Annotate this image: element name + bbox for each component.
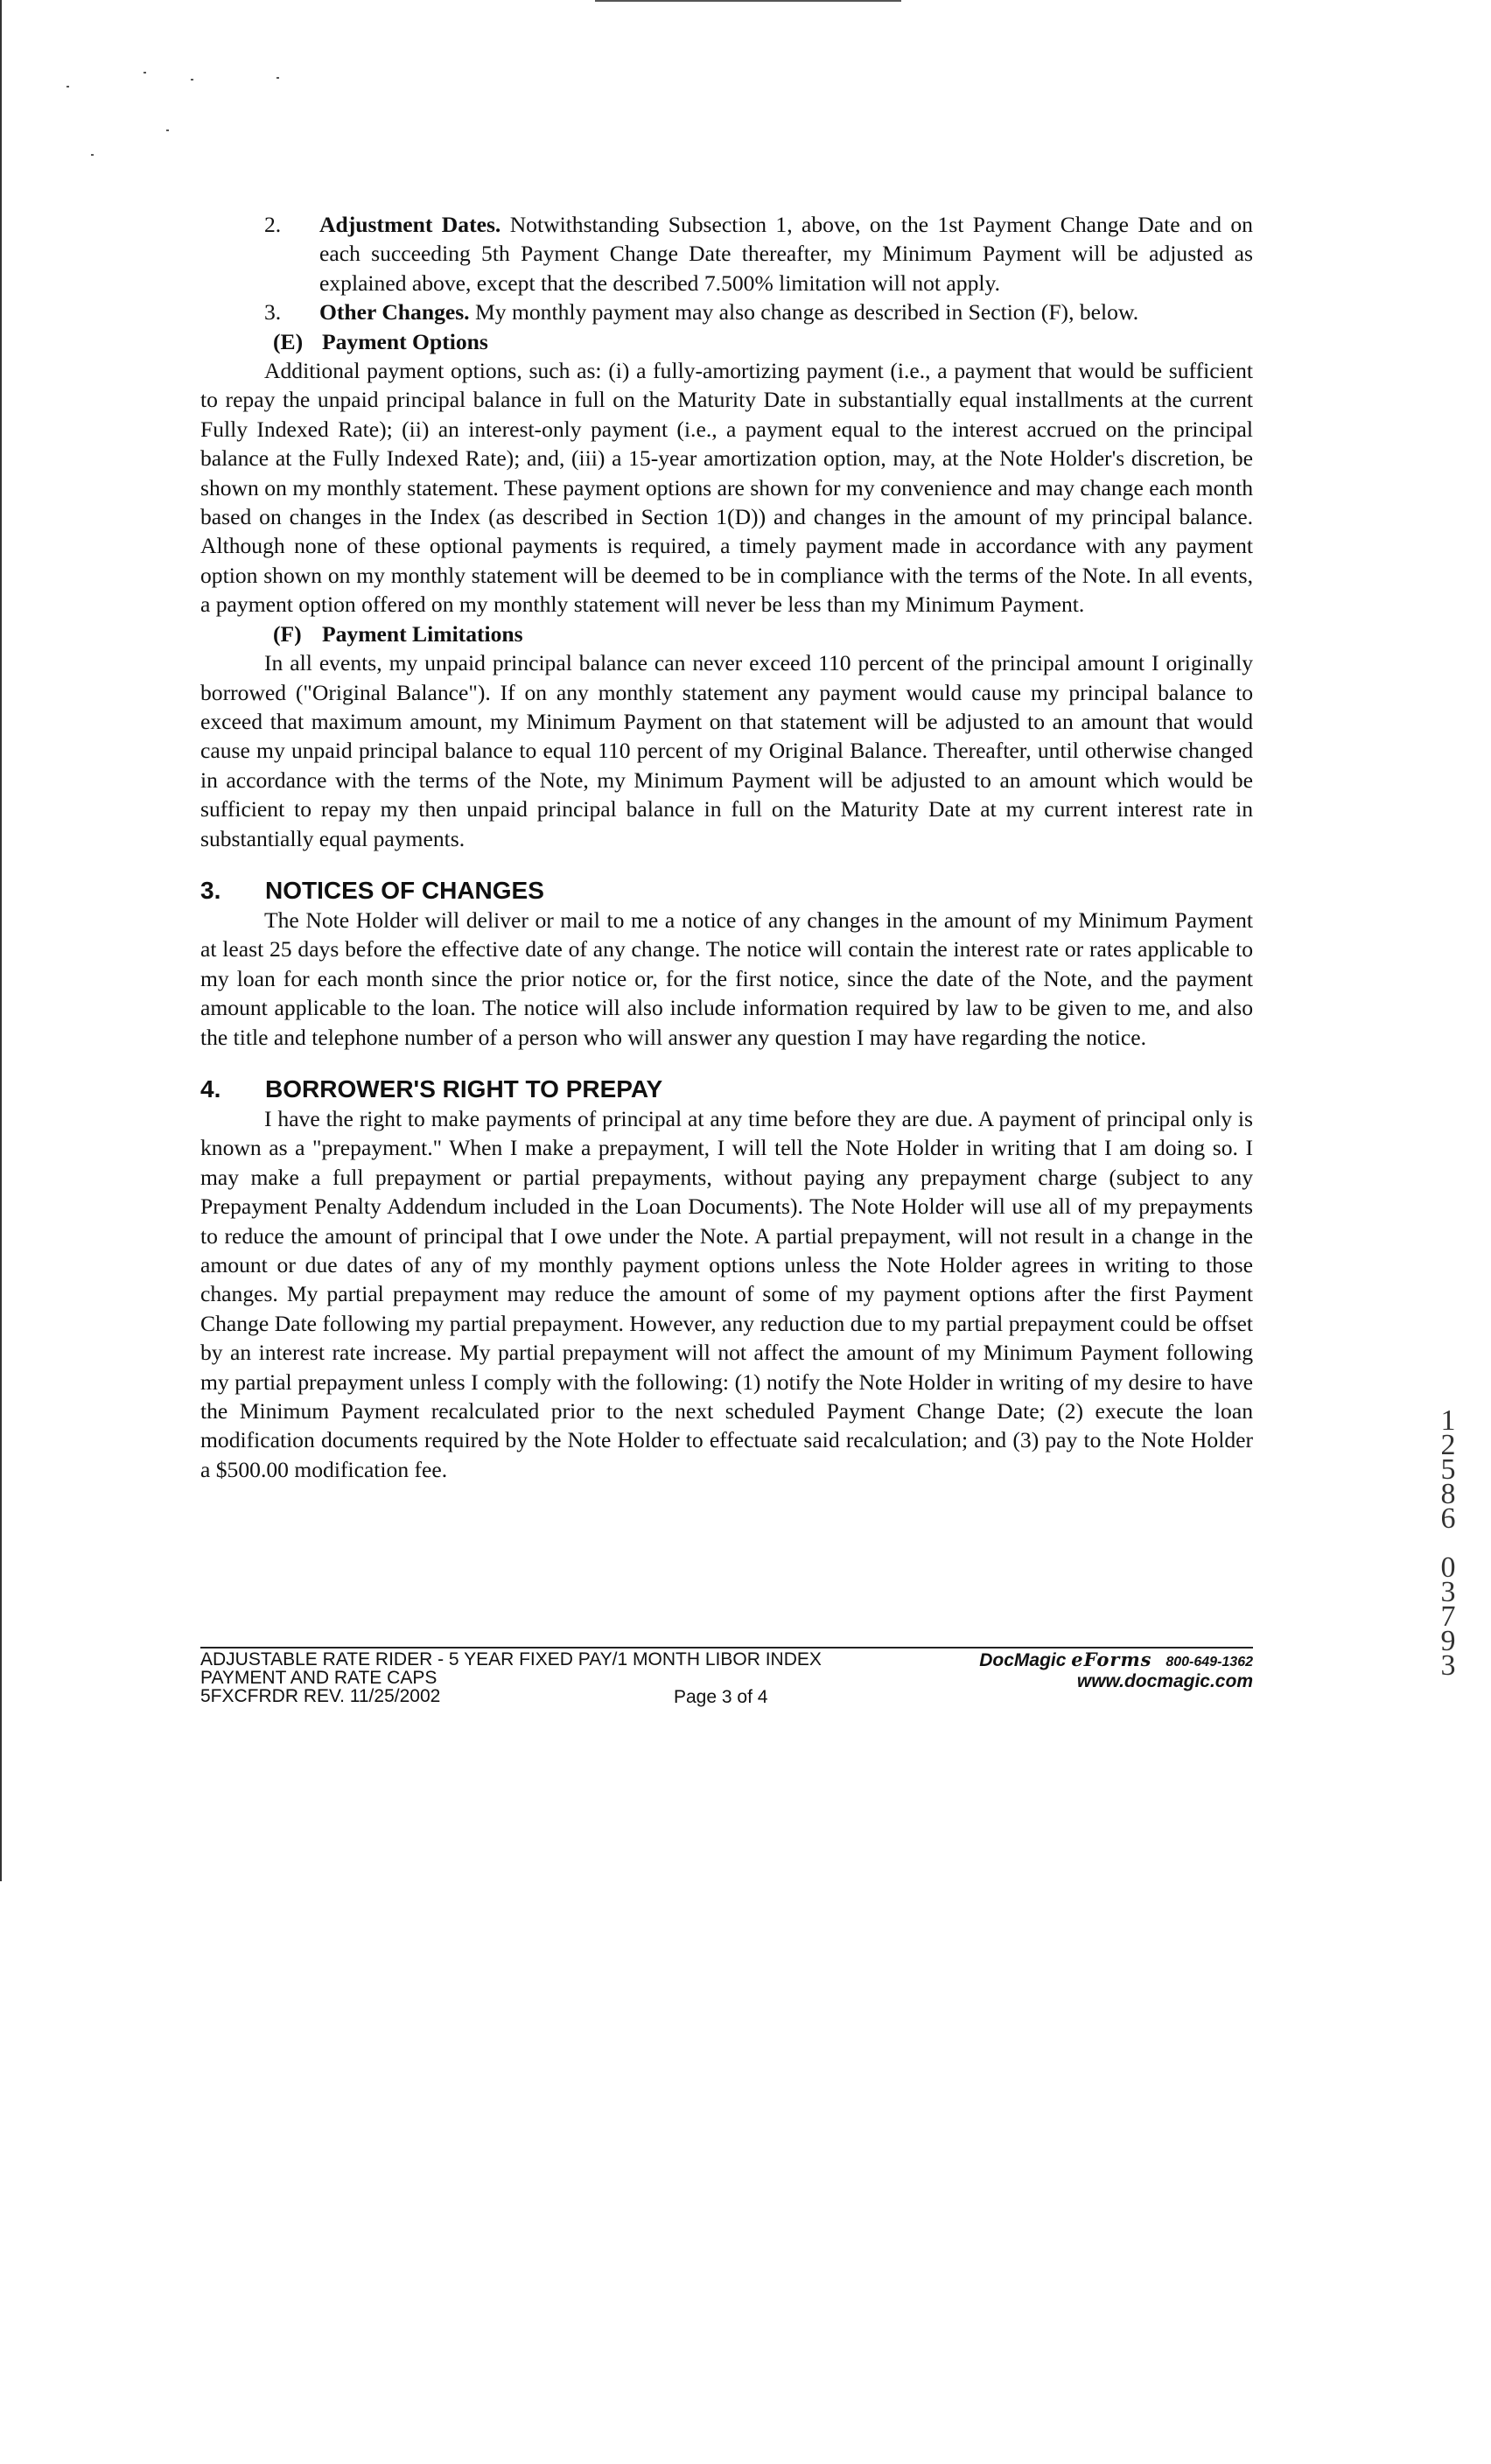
stamp-digit: 5 xyxy=(1440,1453,1456,1486)
page-number: Page 3 of 4 xyxy=(674,1687,768,1707)
section-letter: (E) xyxy=(273,328,304,354)
subsection-title: Adjustment Dates. xyxy=(319,212,501,237)
subsection-number: 2. xyxy=(264,212,282,237)
section-number: 4. xyxy=(200,1074,221,1102)
section-4-heading xyxy=(200,1074,1253,1104)
brand-website: www.docmagic.com xyxy=(1076,1671,1253,1691)
section-heading-text: Payment Limitations xyxy=(322,620,523,647)
section-4-paragraph: I have the right to make payments of principal at any time before they are due. A payment of principal only is known as a "prepayment." When I make a prepayment, I will tell the Note Holder in writing that I am doing so. I may make a full prepayment or partial prepayments, without paying any prepayment charge (subject to any Prepayment Penalty Addendum included in the Loan Documents). The Note Holder will use all of my prepayments to reduce the amount of principal that I owe under the Note. A partial prepayment, will not result in a change in the amount or due dates of any of my monthly payment options unless the Note Holder agrees in writing to those changes. My partial prepayment may reduce the amount of some of my payment options after the first Payment Change Date following my partial prepayment. However, any reduction due to my partial prepayment could be offset by an interest rate increase. My partial prepayment will not affect the amount of my Minimum Payment following my partial prepayment unless I comply with the following: (1) notify the Note Holder in writing of my desire to have the Minimum Payment recalculated prior to the next scheduled Payment Change Date; (2) execute the loan modification documents required by the Note Holder to effectuate said recalculation; and (3) pay to the Note Holder a $500.00 modification fee. xyxy=(200,1105,1253,1482)
stamp-digit: 8 xyxy=(1440,1478,1456,1510)
subsection-text: My monthly payment may also change as described in Section (F), below. xyxy=(475,299,1139,326)
left-scan-edge xyxy=(0,0,2,1881)
section-number: 3. xyxy=(200,876,221,904)
scan-speck xyxy=(144,72,146,74)
stamp-digit: 3 xyxy=(1440,1576,1456,1608)
section-e-paragraph: Additional payment options, such as: (i) a fully-amortizing payment (i.e., a payment that would be sufficient to repay the unpaid principal balance in full on the Maturity Date in substantially equal installments at the current Fully Indexed Rate); (ii) an interest-only payment (i.e., a payment equal to the interest accrued on the principal balance at the Fully Indexed Rate); and, (iii) a 15-year amortization option, may, at the Note Holder's discretion, be shown on my monthly statement. These payment options are shown for my convenience and may change each month based on changes in the Index (as described in Section 1(D)) and changes in the amount of my principal balance. Although none of these optional payments is required, a timely payment made in accordance with any payment option shown on my monthly statement will be deemed to be in compliance with the terms of the Note. In all events, a payment option offered on my monthly statement will never be less than my Minimum Payment. xyxy=(200,358,1253,618)
side-stamp-number xyxy=(1435,1404,1461,1682)
stamp-digit: 7 xyxy=(1440,1600,1456,1633)
stamp-digit: 9 xyxy=(1440,1625,1456,1657)
subsection-3 xyxy=(200,298,1253,326)
section-f-paragraph: In all events, my unpaid principal balance can never exceed 110 percent of the principal amount I originally borrowed ("Original Balance"). If on any monthly statement any payment would cause my principal balance to exceed that maximum amount, my Minimum Payment on that statement will be adjusted to an amount that would cause my unpaid principal balance to equal 110 percent of my Original Balance. Thereafter, until otherwise changed in accordance with the terms of the Note, my Minimum Payment will be adjusted to an amount which would be sufficient to repay my then unpaid principal balance in full on the Maturity Date at my current interest rate in substantially equal payments. xyxy=(200,650,1253,851)
stamp-digit: 6 xyxy=(1440,1502,1456,1535)
stamp-digit: 1 xyxy=(1440,1404,1456,1437)
footer-brand-block xyxy=(903,1650,1253,1691)
section-e-heading xyxy=(200,327,1253,356)
footer-form-subtitle: PAYMENT AND RATE CAPS xyxy=(200,1668,438,1688)
scan-speck xyxy=(91,154,94,156)
brand-name: DocMagic xyxy=(979,1650,1067,1670)
section-3-paragraph: The Note Holder will deliver or mail to me a notice of any changes in the amount of my Minimum Payment at least 25 days before the effective date of any change. The notice will contain the interest rate or rates applicable to my loan for each month since the prior notice or, for the first notice, since the date of the Note, and the payment amount applicable to the loan. The notice will also include information required by law to be given to me, and also the title and telephone number of a person who will answer any question I may have regarding the notice. xyxy=(200,906,1253,1050)
stamp-digit: 2 xyxy=(1440,1429,1456,1461)
scan-speck xyxy=(66,86,69,88)
stamp-digit: 0 xyxy=(1440,1551,1456,1584)
document-body xyxy=(200,210,1253,1484)
section-letter: (F) xyxy=(273,620,302,647)
scan-speck xyxy=(166,130,169,131)
subsection-title: Other Changes. xyxy=(319,299,470,326)
top-edge-line xyxy=(595,0,901,2)
footer-form-revision: 5FXCFRDR REV. 11/25/2002 xyxy=(200,1686,441,1706)
section-f-heading xyxy=(200,620,1253,648)
subsection-2 xyxy=(200,210,1253,298)
footer-form-title: ADJUSTABLE RATE RIDER - 5 YEAR FIXED PAY/1 MONTH LIBOR INDEX xyxy=(200,1649,822,1670)
subsection-text: Notwithstanding Subsection 1, above, on the 1st Payment Change Date and on each succeeding 5th Payment Change Date thereafter, my Minimum Payment will be adjusted as explained above, except that the described 7.500% limitation will not apply. xyxy=(319,212,1253,296)
eforms-logo: eForms xyxy=(1071,1648,1152,1670)
subsection-number: 3. xyxy=(264,299,282,326)
section-3-heading xyxy=(200,876,1253,906)
section-title: BORROWER'S RIGHT TO PREPAY xyxy=(265,1074,663,1102)
brand-phone: 800-649-1362 xyxy=(1166,1655,1253,1670)
stamp-digit: 3 xyxy=(1440,1649,1456,1682)
scan-speck xyxy=(276,77,279,79)
scan-speck xyxy=(191,79,193,80)
section-heading-text: Payment Options xyxy=(322,328,488,354)
section-title: NOTICES OF CHANGES xyxy=(265,876,544,904)
